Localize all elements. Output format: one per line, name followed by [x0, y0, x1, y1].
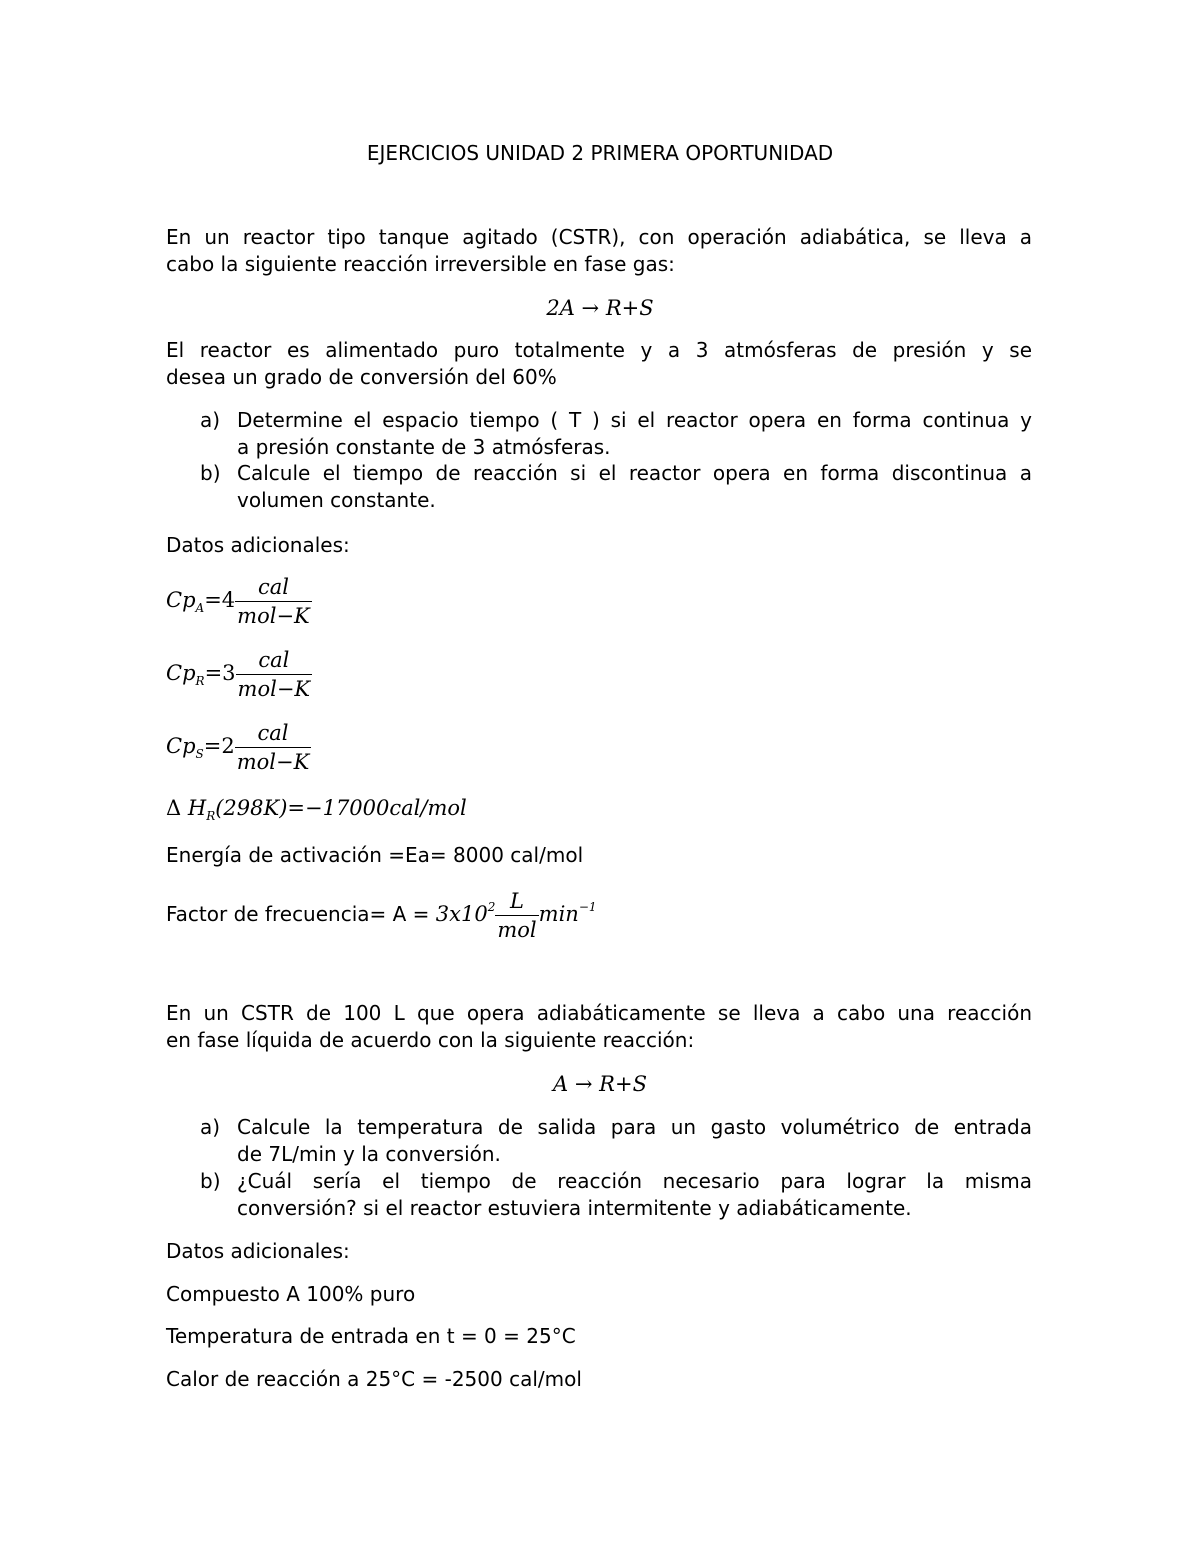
question-2b-line2: conversión? si el reactor estuviera intermitente y adiabáticamente. — [237, 1196, 912, 1220]
cp-subscript: A — [195, 601, 205, 615]
frequency-label: Factor de frecuencia= A = — [166, 902, 436, 926]
cp-denominator: mol−K — [237, 604, 310, 628]
question-a-label: a) — [200, 408, 221, 432]
problem1-intro-line1: En un reactor tipo tanque agitado (CSTR), con operación adiabática, se lleva a — [166, 225, 1032, 249]
question-2b-label: b) — [200, 1169, 221, 1193]
question-b-line1: Calcule el tiempo de reacción si el reactor opera en forma discontinua a — [237, 461, 1032, 485]
cp-numerator: cal — [235, 574, 312, 602]
question-a-line2: a presión constante de 3 atmósferas. — [237, 435, 611, 459]
question-2a-line1: Calcule la temperatura de salida para un gasto volumétrico de entrada — [237, 1115, 1032, 1139]
data-item-reaction-heat: Calor de reacción a 25°C = -2500 cal/mol — [166, 1367, 582, 1391]
frequency-numerator: L — [495, 888, 538, 916]
frequency-exponent: 2 — [487, 900, 496, 914]
cp-a-formula: $Cp_A=4$ $\frac{\text{cal}}{\text{mol−K}}$ — [166, 575, 310, 628]
cp-r-formula: $Cp_R=3$ $\frac{\text{cal}}{\text{mol−K}}$ — [166, 648, 311, 701]
problem2-reaction-equation: A → R+S — [553, 1072, 647, 1096]
question-2b-line1: ¿Cuál sería el tiempo de reacción necesario para lograr la misma — [237, 1169, 1032, 1193]
frequency-factor — [166, 888, 597, 943]
question-b-line2: volumen constante. — [237, 488, 436, 512]
enthalpy-value: (298K)=−17000cal/mol — [215, 796, 467, 820]
data-heading-2: Datos adicionales: — [166, 1239, 350, 1263]
problem1-reaction-equation: 2A → R+S — [546, 296, 654, 320]
cp-numerator: cal — [236, 647, 313, 675]
cp-value: 2 — [221, 734, 235, 758]
frequency-unit-exponent: −1 — [578, 900, 597, 914]
question-a-line1: Determine el espacio tiempo ( Τ ) si el reactor opera en forma continua y — [237, 408, 1032, 432]
cp-symbol: Cp — [166, 588, 196, 612]
cp-value: 3 — [222, 661, 236, 685]
data-item-compound: Compuesto A 100% puro — [166, 1282, 416, 1306]
problem2-intro-line2: en fase líquida de acuerdo con la siguiente reacción: — [166, 1028, 695, 1052]
question-2a-line2: de 7L/min y la conversión. — [237, 1142, 501, 1166]
frequency-unit: min — [538, 902, 579, 926]
cp-s-formula: $Cp_S=2$ $\frac{\text{cal}}{\text{mol−K}}$ — [166, 721, 310, 774]
problem1-intro-line2: cabo la siguiente reacción irreversible en fase gas: — [166, 252, 675, 276]
problem1-feed-line1: El reactor es alimentado puro totalmente y a 3 atmósferas de presión y se — [166, 338, 1032, 362]
delta-symbol: Δ — [166, 796, 182, 820]
data-heading-1: Datos adicionales: — [166, 533, 350, 557]
cp-numerator: cal — [235, 720, 312, 748]
frequency-denominator: mol — [497, 918, 537, 942]
cp-denominator: mol−K — [236, 750, 310, 774]
cp-denominator: mol−K — [237, 677, 311, 701]
document-title: EJERCICIOS UNIDAD 2 PRIMERA OPORTUNIDAD — [366, 141, 834, 165]
enthalpy-formula — [166, 796, 467, 823]
question-2a-label: a) — [200, 1115, 221, 1139]
enthalpy-subscript: R — [206, 809, 216, 823]
cp-symbol: Cp — [166, 734, 196, 758]
frequency-coefficient: 3x10 — [435, 902, 488, 926]
enthalpy-symbol: H — [187, 796, 207, 820]
question-b-label: b) — [200, 461, 221, 485]
cp-symbol: Cp — [166, 661, 196, 685]
problem2-intro-line1: En un CSTR de 100 L que opera adiabáticamente se lleva a cabo una reacción — [166, 1001, 1032, 1025]
data-item-inlet-temperature: Temperatura de entrada en t = 0 = 25°C — [166, 1324, 576, 1348]
activation-energy: Energía de activación =Ea= 8000 cal/mol — [166, 843, 584, 867]
cp-value: 4 — [221, 588, 236, 612]
problem1-feed-line2: desea un grado de conversión del 60% — [166, 365, 557, 389]
cp-subscript: R — [195, 674, 205, 688]
cp-subscript: S — [195, 747, 204, 761]
